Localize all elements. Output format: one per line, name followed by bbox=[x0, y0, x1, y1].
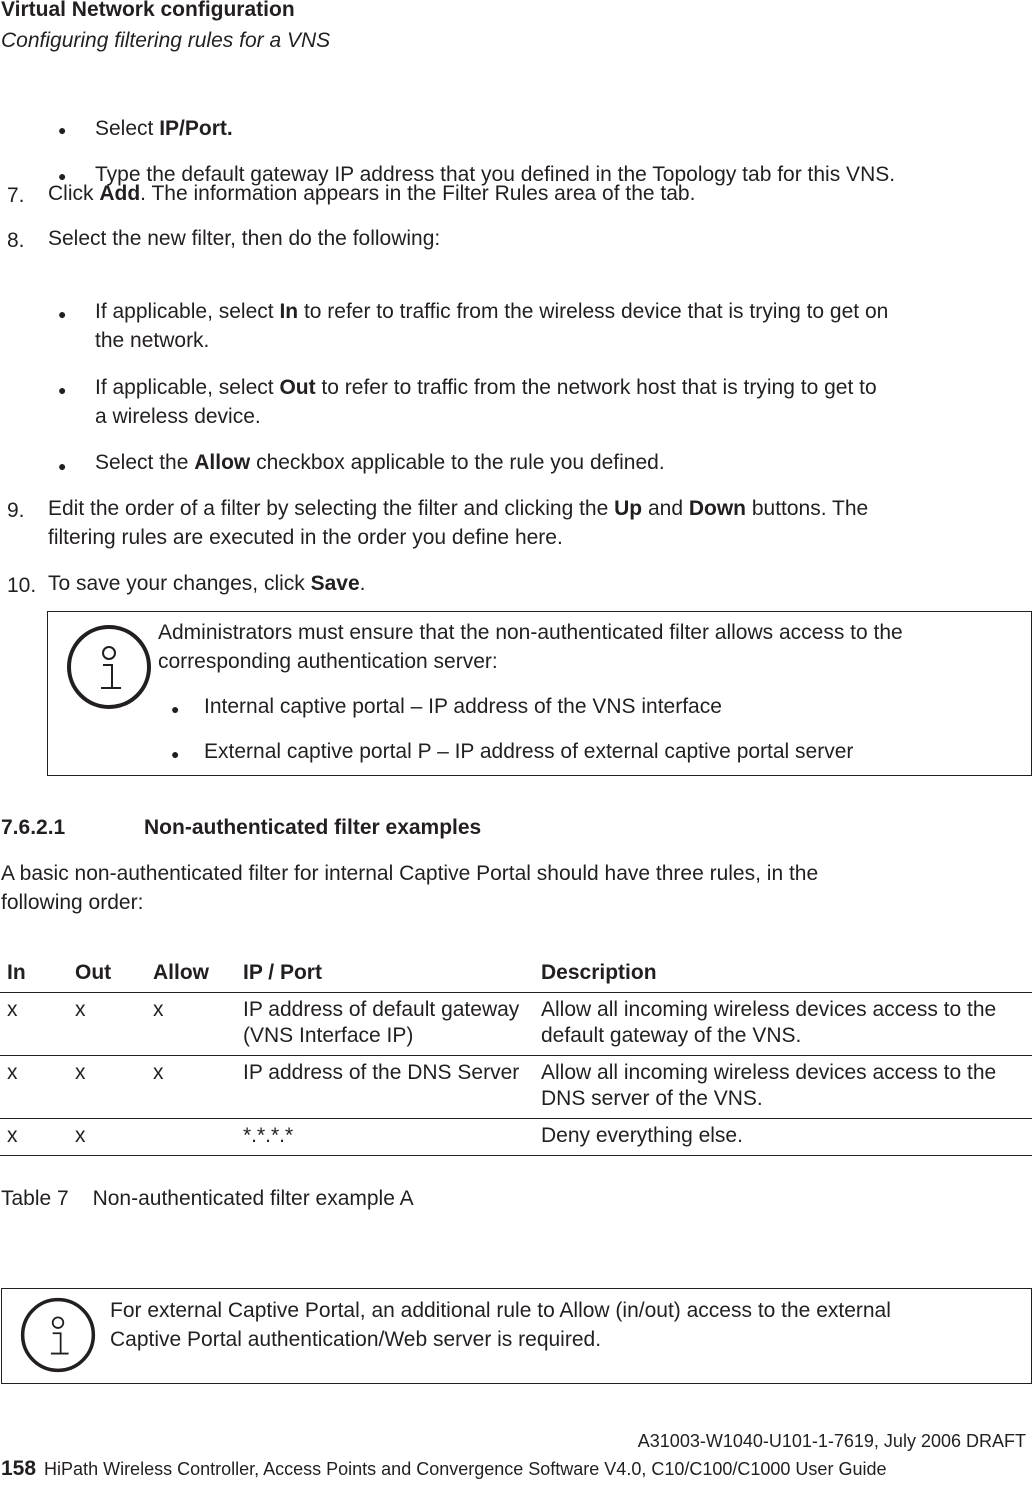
footer-doc-id: A31003-W1040-U101-1-7619, July 2006 DRAFT bbox=[637, 1431, 1026, 1451]
step-9: Edit the order of a filter by selecting the filter and clicking the Up and Down buttons. The bbox=[48, 497, 869, 520]
step-bullet-out-cont: a wireless device. bbox=[95, 405, 261, 428]
bullet-dot: ● bbox=[58, 382, 67, 398]
note1-text-line1: Administrators must ensure that the non-authenticated filter allows access to the bbox=[158, 621, 903, 644]
step-number: 8. bbox=[7, 229, 25, 252]
column-header-out: Out bbox=[75, 955, 153, 993]
cell-ip-port: IP address of default gateway (VNS Interface IP) bbox=[243, 993, 541, 1056]
column-header-in: In bbox=[0, 955, 75, 993]
column-header-description: Description bbox=[541, 955, 1032, 993]
note1-bullet-external: External captive portal P – IP address of external captive portal server bbox=[204, 740, 854, 763]
table-row bbox=[0, 993, 1032, 1056]
step-9-cont: filtering rules are executed in the order you define here. bbox=[48, 526, 563, 549]
table-caption-text: Non-authenticated filter example A bbox=[92, 1187, 414, 1210]
cell-ip-port: *.*.*.* bbox=[243, 1119, 541, 1156]
cell-out: x bbox=[75, 1056, 153, 1119]
step-bullet-in: If applicable, select In to refer to traffic from the wireless device that is trying to get on bbox=[95, 300, 889, 323]
note1-text-line2: corresponding authentication server: bbox=[158, 650, 498, 673]
note2-text-line2: Captive Portal authentication/Web server is required. bbox=[110, 1328, 602, 1351]
table-header-row bbox=[0, 955, 1032, 993]
cell-ip-port: IP address of the DNS Server bbox=[243, 1056, 541, 1119]
table-caption bbox=[1, 1185, 414, 1212]
step-bullet-in-cont: the network. bbox=[95, 329, 210, 352]
footer-guide bbox=[1, 1457, 886, 1481]
step-bullet-type-gateway: Type the default gateway IP address that you defined in the Topology tab for this VNS. bbox=[95, 163, 896, 186]
note1-bullet-internal: Internal captive portal – IP address of the VNS interface bbox=[204, 695, 722, 718]
running-header-title: Virtual Network configuration bbox=[1, 0, 295, 21]
table-row bbox=[0, 1056, 1032, 1119]
step-number: 7. bbox=[7, 184, 25, 207]
page-number: 158 bbox=[1, 1457, 37, 1480]
cell-in: x bbox=[0, 1119, 75, 1156]
cell-out: x bbox=[75, 1119, 153, 1156]
cell-allow bbox=[153, 1119, 243, 1156]
step-number: 10. bbox=[7, 574, 37, 597]
bullet-dot: ● bbox=[171, 746, 180, 762]
table-row bbox=[0, 1119, 1032, 1156]
running-header-subtitle: Configuring filtering rules for a VNS bbox=[1, 29, 331, 52]
cell-in: x bbox=[0, 993, 75, 1056]
section-intro-line1: A basic non-authenticated filter for internal Captive Portal should have three rules, in the bbox=[1, 862, 819, 885]
step-bullet-select-ipport: Select IP/Port. bbox=[95, 117, 233, 140]
filter-rules-table bbox=[0, 955, 1032, 1156]
cell-allow: x bbox=[153, 993, 243, 1056]
bullet-dot: ● bbox=[58, 122, 67, 138]
section-number: 7.6.2.1 bbox=[1, 816, 66, 839]
cell-description: Deny everything else. bbox=[541, 1119, 1032, 1156]
footer-guide-title: HiPath Wireless Controller, Access Points and Convergence Software V4.0, C10/C100/C1000 User Guide bbox=[44, 1459, 887, 1479]
cell-out: x bbox=[75, 993, 153, 1056]
step-bullet-out: If applicable, select Out to refer to traffic from the network host that is trying to get to bbox=[95, 376, 877, 399]
step-10: To save your changes, click Save. bbox=[48, 572, 366, 595]
note2-text-line1: For external Captive Portal, an additional rule to Allow (in/out) access to the external bbox=[110, 1299, 891, 1322]
table-caption-label: Table 7 bbox=[1, 1187, 69, 1210]
step-7: Click Add. The information appears in the Filter Rules area of the tab. bbox=[48, 182, 696, 205]
bullet-dot: ● bbox=[58, 168, 67, 184]
info-note-icon bbox=[66, 624, 152, 710]
section-title: Non-authenticated filter examples bbox=[144, 816, 482, 839]
cell-description: Allow all incoming wireless devices access to the DNS server of the VNS. bbox=[541, 1056, 1032, 1119]
bullet-dot: ● bbox=[58, 458, 67, 474]
column-header-allow: Allow bbox=[153, 955, 243, 993]
cell-description: Allow all incoming wireless devices access to the default gateway of the VNS. bbox=[541, 993, 1032, 1056]
bullet-dot: ● bbox=[58, 306, 67, 322]
column-header-ip-port: IP / Port bbox=[243, 955, 541, 993]
cell-allow: x bbox=[153, 1056, 243, 1119]
section-intro-line2: following order: bbox=[1, 891, 144, 914]
info-note-icon bbox=[20, 1297, 96, 1373]
step-bullet-allow: Select the Allow checkbox applicable to the rule you defined. bbox=[95, 451, 665, 474]
cell-in: x bbox=[0, 1056, 75, 1119]
step-number: 9. bbox=[7, 499, 25, 522]
bullet-dot: ● bbox=[171, 701, 180, 717]
step-8: Select the new filter, then do the following: bbox=[48, 227, 441, 250]
